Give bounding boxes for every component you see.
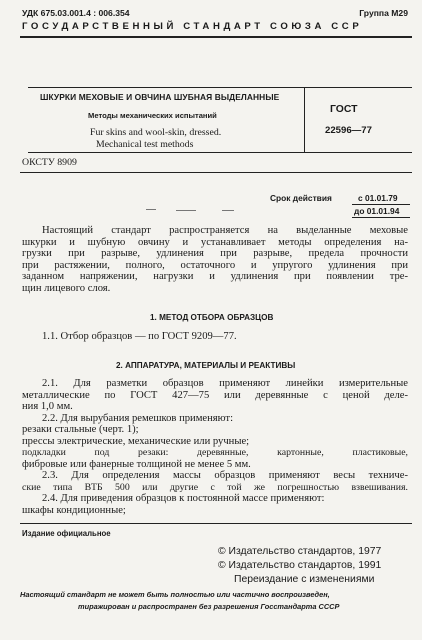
intro-line: заданном напряжении, нагрузки и удлинения при появлении тре-	[22, 271, 408, 282]
footer-rule	[20, 523, 412, 524]
section-2-line: ния 1,0 мм.	[22, 401, 73, 412]
validity-from: с 01.01.79	[358, 193, 398, 203]
standard-title: ГОСУДАРСТВЕННЫЙ СТАНДАРТ СОЮЗА ССР	[22, 21, 363, 32]
gost-label: ГОСТ	[330, 104, 358, 115]
scan-speck	[146, 209, 156, 210]
official-edition: Издание официальное	[22, 529, 111, 538]
intro-line: щин лицевого слоя.	[22, 282, 111, 294]
intro-line: Настоящий стандарт распространяется на выделанные меховые	[42, 225, 408, 236]
validity-to: до 01.01.94	[354, 206, 400, 216]
validity-to-rule	[352, 217, 410, 218]
section-2-line: прессы электрические, механические или ручные;	[22, 435, 250, 447]
title-top-rule	[28, 87, 412, 88]
validity-rule	[352, 204, 410, 205]
document-subtitle: Методы механических испытаний	[88, 111, 217, 120]
title-divider	[304, 87, 305, 153]
english-title-line-2: Mechanical test methods	[96, 139, 194, 150]
intro-line: шкурки и шубную овчину и устанавливает методы определения на-	[22, 236, 408, 248]
english-title-line-1: Fur skins and wool-skin, dressed.	[90, 127, 222, 138]
group-code: Группа М29	[359, 8, 408, 18]
section-1-item: 1.1. Отбор образцов — по ГОСТ 9209—77.	[42, 331, 237, 342]
section-2-heading: 2. АППАРАТУРА, МАТЕРИАЛЫ И РЕАКТИВЫ	[116, 361, 296, 370]
section-2-line: шкафы кондиционные;	[22, 504, 126, 516]
gost-number: 22596—77	[325, 125, 372, 136]
title-bottom-rule	[28, 152, 412, 153]
scan-speck	[176, 210, 196, 211]
section-2-line: 2.2. Для вырубания ремешков применяют:	[42, 412, 234, 424]
okstu-code: ОКСТУ 8909	[22, 157, 77, 168]
section-2-body	[22, 378, 408, 516]
intro-paragraph	[22, 225, 408, 294]
reproduction-notice-1: Настоящий стандарт не может быть полностью или частично воспроизведен,	[20, 590, 330, 599]
section-2-line: металлические по ГОСТ 427—75 или деревянные с ценой деле-	[22, 389, 408, 401]
copyright-1977: © Издательство стандартов, 1977	[218, 546, 382, 557]
intro-line: грузки при разрыве, удлинения при разрыве, предела прочности	[22, 248, 408, 259]
section-2-line: фибровые или фанерные толщиной не менее 5 мм.	[22, 458, 251, 470]
section-2-line: 2.1. Для разметки образцов применяют линейки измерительные	[42, 378, 408, 389]
intro-line: при растяжении, полного, остаточного и упругого удлинения при	[22, 259, 408, 271]
section-2-line: подкладки под резаки: деревянные, картонные, пластиковые,	[22, 447, 408, 458]
section-2-line: 2.4. Для приведения образцов к постоянной массе применяют:	[42, 493, 325, 504]
udk-code: УДК 675.03.001.4 : 006.354	[22, 8, 130, 18]
section-2-line: резаки стальные (черт. 1);	[22, 424, 139, 435]
reproduction-notice-2: тиражирован и распространен без разрешения Госстандарта СССР	[78, 602, 340, 611]
header-rule	[20, 36, 412, 38]
section-2-line: 2.3. Для определения массы образцов применяют весы техниче-	[42, 470, 408, 481]
okstu-rule	[20, 172, 412, 173]
copyright-1991: © Издательство стандартов, 1991	[218, 560, 382, 571]
document-title: ШКУРКИ МЕХОВЫЕ И ОВЧИНА ШУБНАЯ ВЫДЕЛАННЫЕ	[40, 92, 280, 102]
validity-label: Срок действия	[270, 193, 332, 203]
section-2-line: ские типа ВТБ 500 или другие с той же погрешностью взвешивания.	[22, 481, 408, 493]
section-1-heading: 1. МЕТОД ОТБОРА ОБРАЗЦОВ	[150, 313, 274, 322]
reprint-note: Переиздание с изменениями	[234, 574, 375, 585]
scan-speck	[222, 210, 234, 211]
